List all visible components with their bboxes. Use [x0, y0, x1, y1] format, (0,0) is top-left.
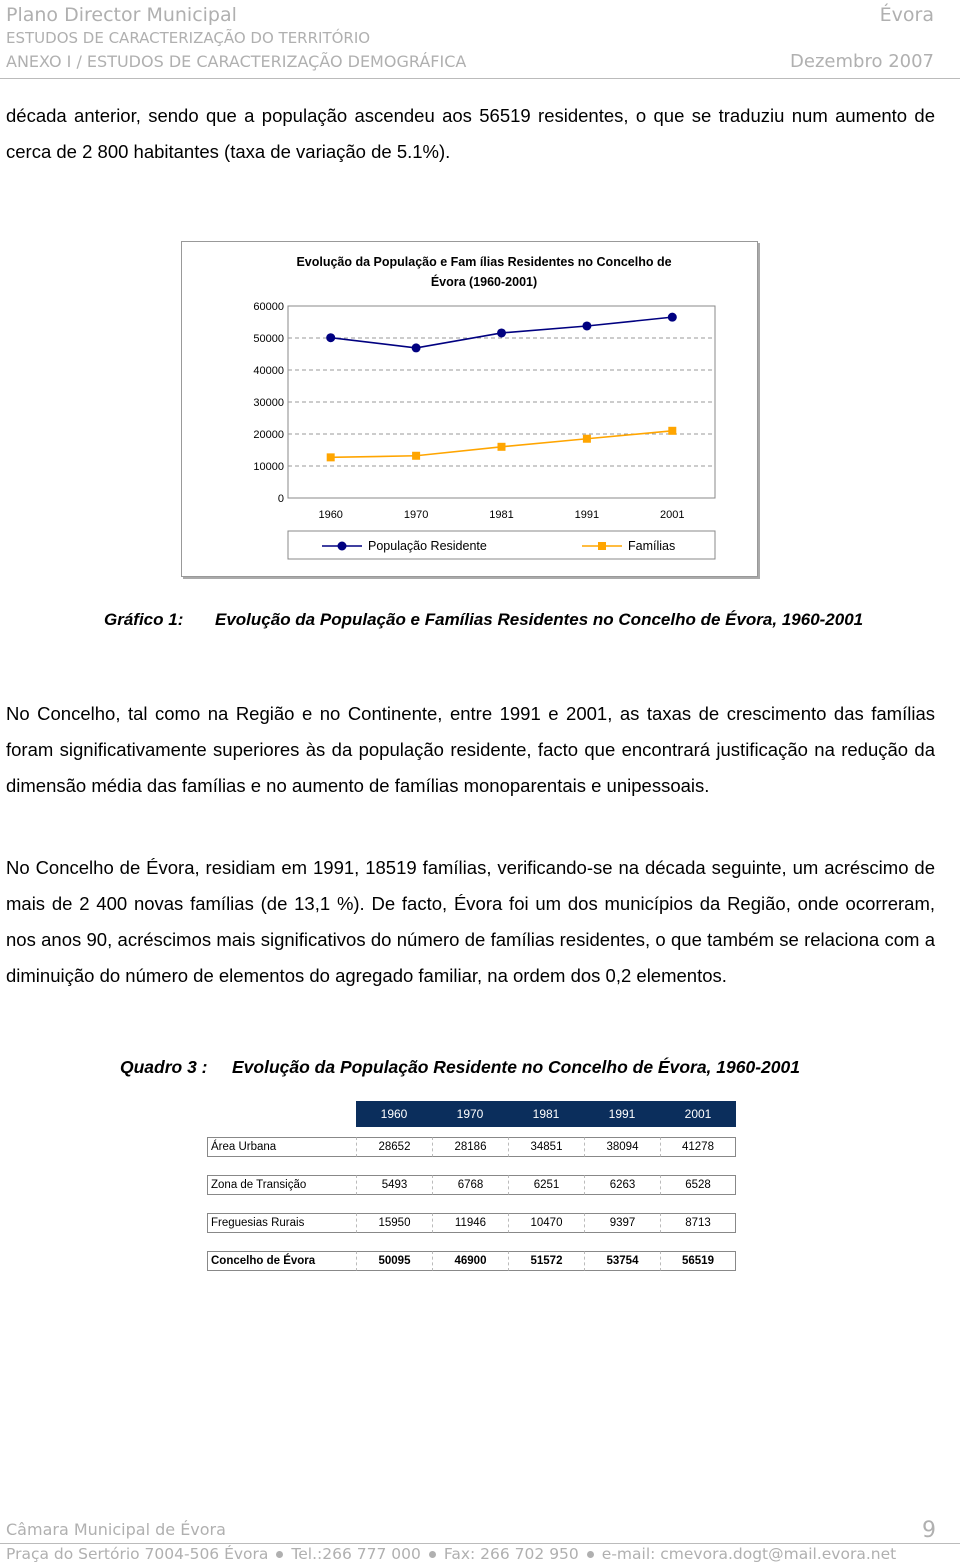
header-title: Plano Director Municipal	[6, 4, 237, 26]
intro-paragraph: década anterior, sendo que a população ascendeu aos 56519 residentes, o que se traduziu num aumento de cerca de 2 800 habitantes (taxa de variação de 5.1%).	[6, 105, 935, 162]
footer-contacts	[6, 1545, 896, 1563]
table-cell: 38094	[584, 1137, 660, 1157]
x-tick-label: 1991	[574, 509, 600, 521]
chart-caption-label: Gráfico 1:	[104, 610, 184, 629]
x-tick-label: 1970	[403, 509, 429, 521]
chart-title-line2: Évora (1960-2001)	[430, 275, 538, 289]
population-point	[497, 328, 506, 337]
table-header-cell: 1960	[356, 1101, 432, 1127]
table-cell: 9397	[584, 1213, 660, 1233]
families-point	[498, 443, 506, 451]
table-cell: 56519	[660, 1251, 736, 1271]
table-header-cell: 1970	[432, 1101, 508, 1127]
row-label: Freguesias Rurais	[207, 1213, 356, 1233]
body-paragraph-2: No Concelho de Évora, residiam em 1991, 18519 famílias, verificando-se na década seguinte, um acréscimo de mais de 2 400 novas famílias (de 13,1 %). De facto, Évora foi um dos municípios da Região, onde ocorreram, nos anos 90, acréscimos mais significativos do número de famílias residentes, o que também se relaciona com a diminuição do número de elementos do agregado familiar, na ordem dos 0,2 elementos.	[6, 857, 935, 986]
families-point	[412, 452, 420, 460]
population-point	[668, 313, 677, 322]
footer-organisation: Câmara Municipal de Évora	[6, 1520, 226, 1539]
y-tick-label: 0	[277, 493, 284, 505]
legend-population-label: População Residente	[368, 539, 487, 553]
chart-frame	[181, 241, 758, 577]
table-row	[207, 1175, 736, 1195]
row-label: Área Urbana	[207, 1137, 356, 1157]
population-point	[582, 321, 591, 330]
table-cell: 6263	[584, 1175, 660, 1195]
header-annex: ANEXO I / ESTUDOS DE CARACTERIZAÇÃO DEMOGRÁFICA	[6, 52, 467, 71]
population-families-line-chart	[182, 242, 757, 576]
table-cell: 34851	[508, 1137, 584, 1157]
x-tick-label: 1981	[489, 509, 514, 521]
table-cell: 11946	[432, 1213, 508, 1233]
table-cell: 28652	[356, 1137, 432, 1157]
families-point	[668, 427, 676, 435]
footer-fax: Fax: 266 702 950	[443, 1545, 579, 1563]
table-header-cell: 2001	[660, 1101, 736, 1127]
table-cell: 28186	[432, 1137, 508, 1157]
chart-title-line1: Evolução da População e Fam ílias Residentes no Concelho de	[296, 255, 672, 269]
population-table	[207, 1101, 736, 1271]
footer-email: e-mail: cmevora.dogt@mail.evora.net	[601, 1545, 897, 1563]
x-tick-label: 2001	[660, 509, 685, 521]
table-cell: 10470	[508, 1213, 584, 1233]
y-tick-label: 10000	[253, 461, 284, 473]
table-header-cell: 1981	[508, 1101, 584, 1127]
table-caption-text: Evolução da População Residente no Concelho de Évora, 1960-2001	[232, 1057, 800, 1077]
row-label: Concelho de Évora	[207, 1251, 356, 1271]
table-cell: 15950	[356, 1213, 432, 1233]
header-rule	[0, 78, 960, 79]
footer-page-number: 9	[922, 1518, 936, 1543]
population-point	[412, 343, 421, 352]
footer-tel: Tel.:266 777 000	[291, 1545, 421, 1563]
table-row	[207, 1213, 736, 1233]
footer-rule	[0, 1543, 960, 1544]
table-header-row	[207, 1101, 736, 1127]
separator-dot	[587, 1551, 594, 1558]
table-cell: 51572	[508, 1251, 584, 1271]
chart-caption-text: Evolução da População e Famílias Residentes no Concelho de Évora, 1960-2001	[215, 610, 864, 629]
header-date: Dezembro 2007	[790, 51, 934, 72]
table-cell: 46900	[432, 1251, 508, 1271]
table-cell: 50095	[356, 1251, 432, 1271]
table-cell: 41278	[660, 1137, 736, 1157]
x-tick-label: 1960	[318, 509, 343, 521]
table-cell: 6768	[432, 1175, 508, 1195]
row-label: Zona de Transição	[207, 1175, 356, 1195]
table-caption-label: Quadro 3 :	[120, 1057, 208, 1077]
y-tick-label: 40000	[253, 365, 284, 377]
table-cell: 6528	[660, 1175, 736, 1195]
table-cell: 6251	[508, 1175, 584, 1195]
separator-dot	[429, 1551, 436, 1558]
separator-dot	[276, 1551, 283, 1558]
table-cell: 5493	[356, 1175, 432, 1195]
y-tick-label: 50000	[253, 333, 284, 345]
legend-families-label: Famílias	[628, 539, 676, 553]
y-tick-label: 30000	[253, 397, 284, 409]
legend-families-marker	[598, 542, 606, 550]
legend-population-marker	[338, 542, 347, 551]
families-point	[327, 453, 335, 461]
table-row	[207, 1137, 736, 1157]
table-cell: 8713	[660, 1213, 736, 1233]
y-tick-label: 20000	[253, 429, 284, 441]
population-point	[326, 333, 335, 342]
y-tick-label: 60000	[253, 301, 284, 313]
table-cell: 53754	[584, 1251, 660, 1271]
body-paragraph-1: No Concelho, tal como na Região e no Continente, entre 1991 e 2001, as taxas de crescimento das famílias foram significativamente superiores às da população residente, facto que encontrará justificação na redução da dimensão média das famílias e no aumento de famílias monoparentais e unipessoais.	[6, 703, 935, 796]
footer-address: Praça do Sertório 7004-506 Évora	[6, 1545, 269, 1563]
table-row-total	[207, 1251, 736, 1271]
families-point	[583, 435, 591, 443]
header-city: Évora	[879, 4, 934, 26]
header-section: ESTUDOS DE CARACTERIZAÇÃO DO TERRITÓRIO	[6, 29, 371, 47]
table-header-cell: 1991	[584, 1101, 660, 1127]
